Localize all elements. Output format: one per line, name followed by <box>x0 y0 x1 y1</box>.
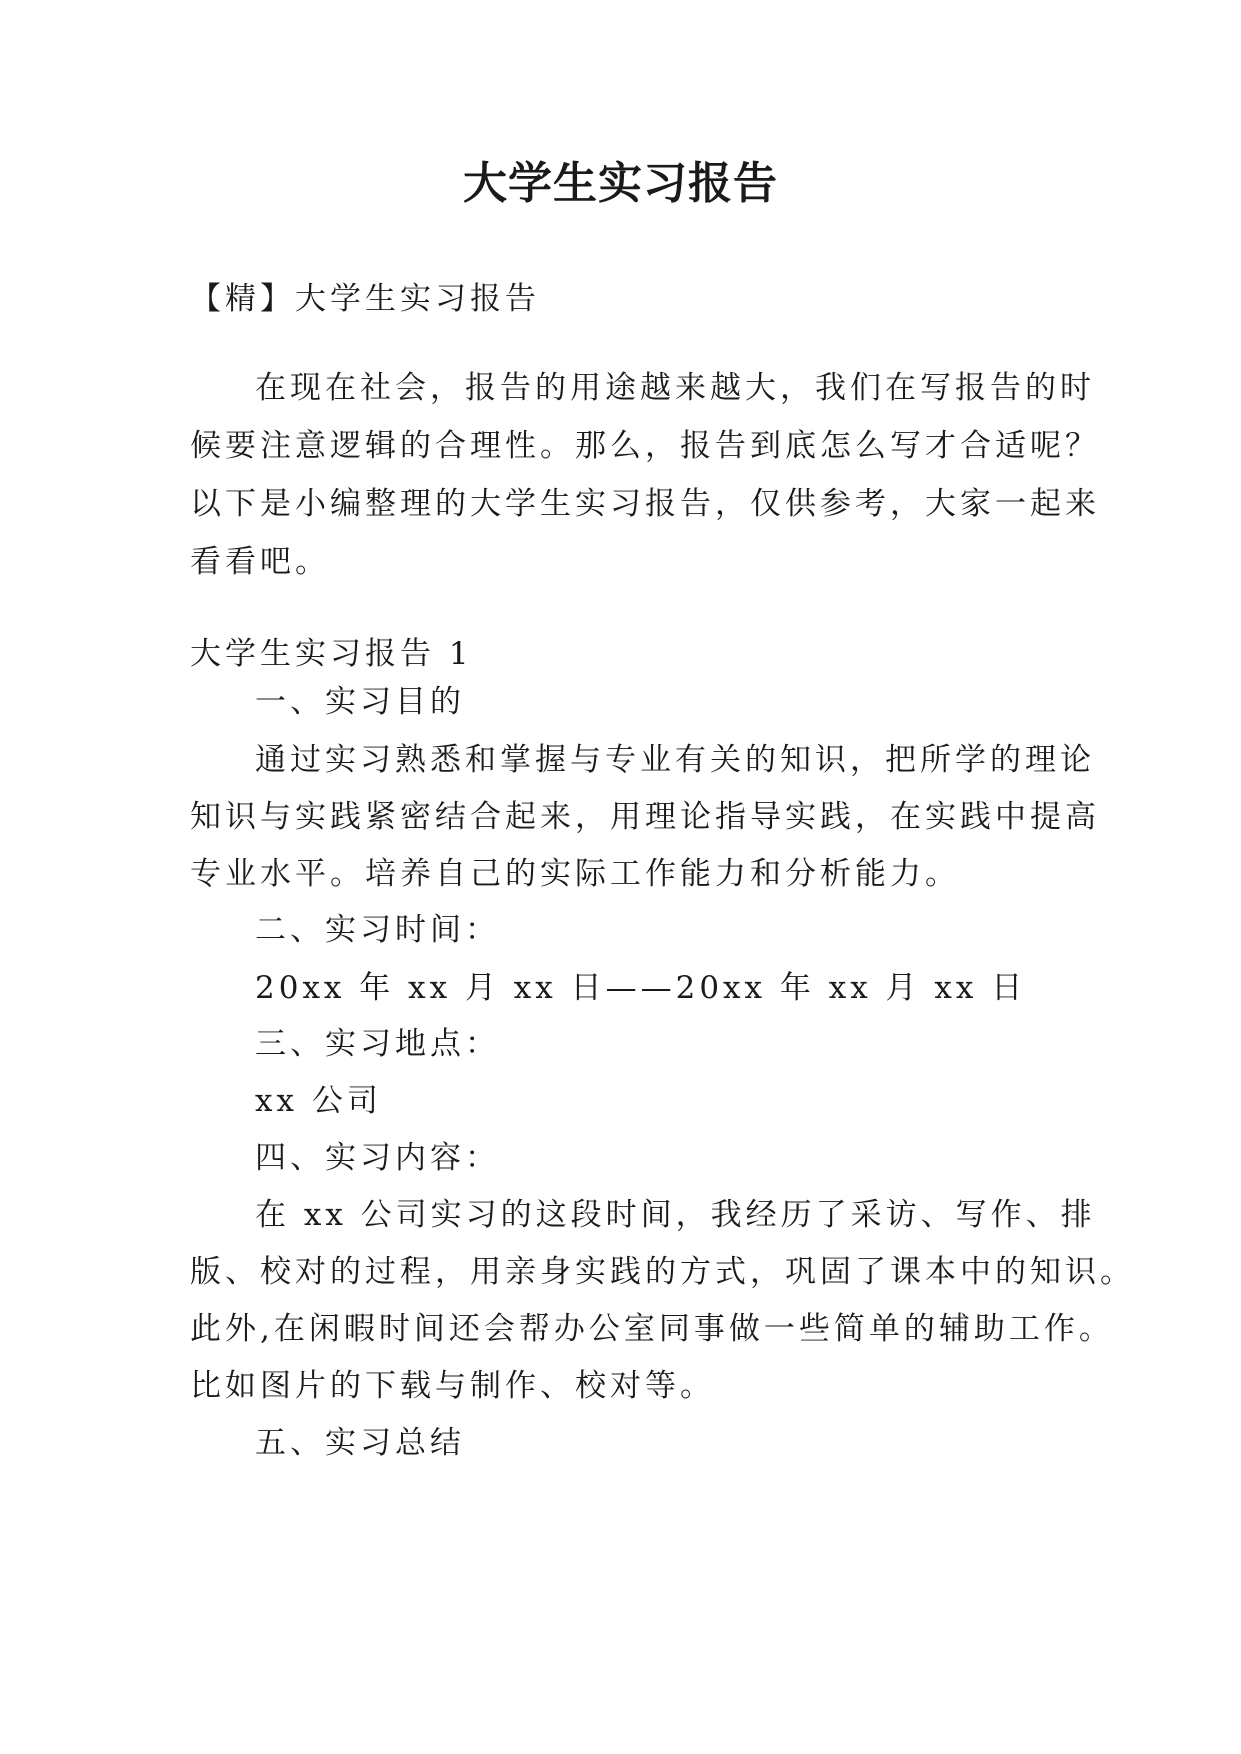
content-text-line-1: 在 xx 公司实习的这段时间，我经历了采访、写作、排 <box>255 1197 1096 1233</box>
intro-line-1: 在现在社会，报告的用途越来越大，我们在写报告的时 <box>255 370 1095 406</box>
summary-heading: 五、实习总结 <box>255 1425 465 1461</box>
goal-text-line-3: 专业水平。培养自己的实际工作能力和分析能力。 <box>190 856 960 892</box>
goal-text-line-1: 通过实习熟悉和掌握与专业有关的知识，把所学的理论 <box>255 742 1095 778</box>
content-heading: 四、实习内容： <box>255 1140 500 1176</box>
time-heading: 二、实习时间： <box>255 912 500 948</box>
content-text-line-2: 版、校对的过程，用亲身实践的方式，巩固了课本中的知识。 <box>190 1254 1135 1290</box>
intro-line-3: 以下是小编整理的大学生实习报告，仅供参考，大家一起来 <box>190 486 1100 522</box>
place-text: xx 公司 <box>255 1083 382 1119</box>
document-subtitle: 【精】大学生实习报告 <box>190 281 540 317</box>
document-title: 大学生实习报告 <box>463 158 778 209</box>
goal-heading: 一、实习目的 <box>255 684 465 720</box>
section-title: 大学生实习报告 1 <box>190 636 473 672</box>
time-text: 20xx 年 xx 月 xx 日——20xx 年 xx 月 xx 日 <box>255 970 1027 1006</box>
intro-line-2: 候要注意逻辑的合理性。那么，报告到底怎么写才合适呢？ <box>190 428 1100 464</box>
intro-line-4: 看看吧。 <box>190 544 330 580</box>
goal-text-line-2: 知识与实践紧密结合起来，用理论指导实践，在实践中提高 <box>190 799 1100 835</box>
content-text-line-4: 比如图片的下载与制作、校对等。 <box>190 1368 715 1404</box>
content-text-line-3: 此外,在闲暇时间还会帮办公室同事做一些简单的辅助工作。 <box>190 1311 1114 1347</box>
place-heading: 三、实习地点： <box>255 1026 500 1062</box>
